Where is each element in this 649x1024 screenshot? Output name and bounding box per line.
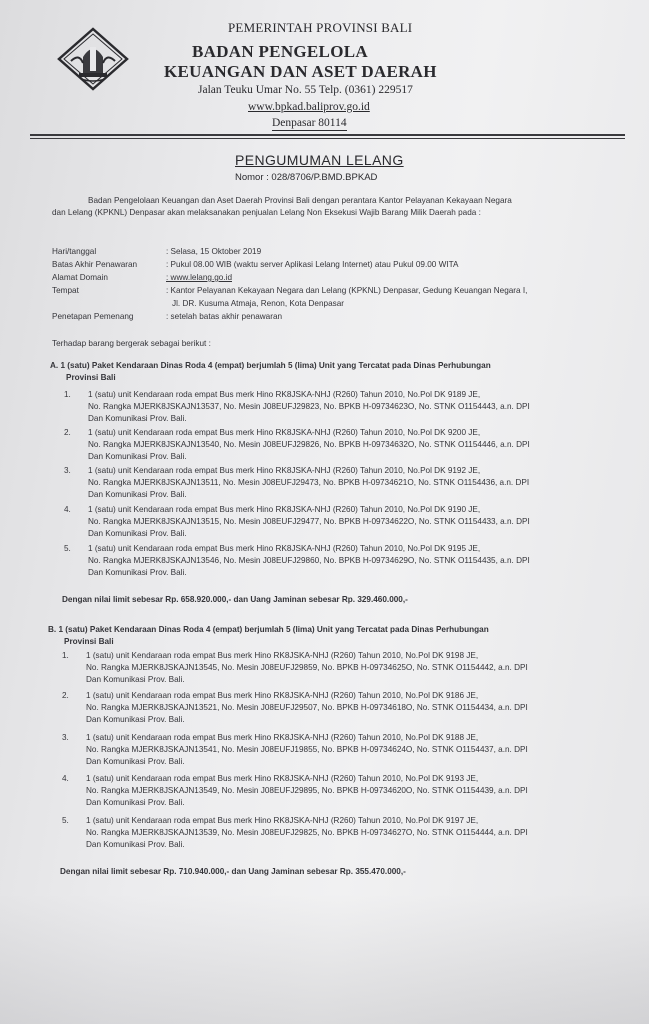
detail-value: : setelah batas akhir penawaran xyxy=(166,312,283,321)
item-line: 1 (satu) unit Kendaraan roda empat Bus merk Hino RK8JSKA-NHJ (R260) Tahun 2010, No.Pol DK 9189 JE, xyxy=(88,390,481,399)
item-line: 1 (satu) unit Kendaraan roda empat Bus merk Hino RK8JSKA-NHJ (R260) Tahun 2010, No.Pol DK 9188 JE, xyxy=(86,733,479,742)
detail-label: Tempat xyxy=(52,286,79,295)
detail-value: : www.lelang.go.id xyxy=(166,273,232,282)
item-line: 1 (satu) unit Kendaraan roda empat Bus merk Hino RK8JSKA-NHJ (R260) Tahun 2010, No.Pol DK 9186 JE, xyxy=(86,691,479,700)
agency-city: Denpasar 80114 xyxy=(272,117,347,129)
item-line: No. Rangka MJERK8JSKAJN13511, No. Mesin J08EUFJ29473, No. BPKB H-09734621O, No. STNK O1154436, a.n. DPI xyxy=(88,478,530,487)
item-line: Dan Komunikasi Prov. Bali. xyxy=(88,452,187,461)
agency-name-line1: BADAN PENGELOLA xyxy=(192,42,368,61)
section-heading: A. 1 (satu) Paket Kendaraan Dinas Roda 4 (empat) berjumlah 5 (lima) Unit yang Tercatat pada Dinas Perhubungan xyxy=(50,361,491,370)
detail-value-continued: Jl. DR. Kusuma Atmaja, Renon, Kota Denpasar xyxy=(172,299,345,308)
intro-line-2: dan Lelang (KPKNL) Denpasar akan melaksanakan penjualan Lelang Non Eksekusi Wajib Barang Milik Daerah pada : xyxy=(52,208,481,217)
section-heading: B. 1 (satu) Paket Kendaraan Dinas Roda 4 (empat) berjumlah 5 (lima) Unit yang Tercatat pada Dinas Perhubungan xyxy=(48,625,489,634)
item-line: Dan Komunikasi Prov. Bali. xyxy=(86,675,185,684)
item-line: No. Rangka MJERK8JSKAJN13540, No. Mesin J08EUFJ29826, No. BPKB H-09734632O, No. STNK O1154446, a.n. DPI xyxy=(88,440,530,449)
item-line: 1 (satu) unit Kendaraan roda empat Bus merk Hino RK8JSKA-NHJ (R260) Tahun 2010, No.Pol DK 9200 JE, xyxy=(88,428,481,437)
detail-value: : Pukul 08.00 WIB (waktu server Aplikasi Lelang Internet) atau Pukul 09.00 WITA xyxy=(166,260,459,269)
section-heading-continued: Provinsi Bali xyxy=(66,373,116,382)
item-line: 1 (satu) unit Kendaraan roda empat Bus merk Hino RK8JSKA-NHJ (R260) Tahun 2010, No.Pol DK 9190 JE, xyxy=(88,505,481,514)
item-line: No. Rangka MJERK8JSKAJN13539, No. Mesin J08EUFJ29825, No. BPKB H-09734627O, No. STNK O1154444, a.n. DPI xyxy=(86,828,528,837)
item-line: Dan Komunikasi Prov. Bali. xyxy=(86,757,185,766)
item-line: Dan Komunikasi Prov. Bali. xyxy=(88,529,187,538)
item-line: No. Rangka MJERK8JSKAJN13545, No. Mesin J08EUFJ29859, No. BPKB H-09734625O, No. STNK O1154442, a.n. DPI xyxy=(86,663,528,672)
items-intro: Terhadap barang bergerak sebagai berikut : xyxy=(52,339,211,348)
item-line: 1 (satu) unit Kendaraan roda empat Bus merk Hino RK8JSKA-NHJ (R260) Tahun 2010, No.Pol DK 9197 JE, xyxy=(86,816,479,825)
item-number: 1. xyxy=(62,651,69,660)
limit-value: Dengan nilai limit sebesar Rp. 710.940.000,- dan Uang Jaminan sebesar Rp. 355.470.000,- xyxy=(60,867,406,876)
section-heading-continued: Provinsi Bali xyxy=(64,637,114,646)
item-line: No. Rangka MJERK8JSKAJN13541, No. Mesin J08EUFJ19855, No. BPKB H-09734624O, No. STNK O1154437, a.n. DPI xyxy=(86,745,528,754)
item-number: 3. xyxy=(64,466,71,475)
detail-label: Hari/tanggal xyxy=(52,247,97,256)
item-line: Dan Komunikasi Prov. Bali. xyxy=(86,715,185,724)
item-line: Dan Komunikasi Prov. Bali. xyxy=(86,840,185,849)
intro-line-1: Badan Pengelolaan Keuangan dan Aset Daerah Provinsi Bali dengan perantara Kantor Pelayanan Kekayaan Negara xyxy=(88,196,512,205)
agency-name-line2: KEUANGAN DAN ASET DAERAH xyxy=(164,62,437,81)
announcement-number: Nomor : 028/8706/P.BMD.BPKAD xyxy=(235,172,378,183)
item-line: 1 (satu) unit Kendaraan roda empat Bus merk Hino RK8JSKA-NHJ (R260) Tahun 2010, No.Pol DK 9198 JE, xyxy=(86,651,479,660)
item-number: 5. xyxy=(62,816,69,825)
limit-value: Dengan nilai limit sebesar Rp. 658.920.000,- dan Uang Jaminan sebesar Rp. 329.460.000,- xyxy=(62,595,408,604)
item-number: 4. xyxy=(62,774,69,783)
item-line: No. Rangka MJERK8JSKAJN13549, No. Mesin J08EUFJ29895, No. BPKB H-09734620O, No. STNK O1154439, a.n. DPI xyxy=(86,786,528,795)
detail-value: : Kantor Pelayanan Kekayaan Negara dan Lelang (KPKNL) Denpasar, Gedung Keuangan Negara I, xyxy=(166,286,528,295)
item-line: No. Rangka MJERK8JSKAJN13546, No. Mesin J08EUFJ29860, No. BPKB H-09734629O, No. STNK O1154435, a.n. DPI xyxy=(88,556,530,565)
item-number: 1. xyxy=(64,390,71,399)
item-line: 1 (satu) unit Kendaraan roda empat Bus merk Hino RK8JSKA-NHJ (R260) Tahun 2010, No.Pol DK 9193 JE, xyxy=(86,774,479,783)
item-line: No. Rangka MJERK8JSKAJN13537, No. Mesin J08EUFJ29823, No. BPKB H-09734623O, No. STNK O1154443, a.n. DPI xyxy=(88,402,530,411)
item-number: 2. xyxy=(62,691,69,700)
detail-value: : Selasa, 15 Oktober 2019 xyxy=(166,247,262,256)
detail-label: Alamat Domain xyxy=(52,273,108,282)
bali-province-emblem-icon xyxy=(57,27,129,91)
item-number: 3. xyxy=(62,733,69,742)
agency-address: Jalan Teuku Umar No. 55 Telp. (0361) 229517 xyxy=(198,84,413,96)
item-line: 1 (satu) unit Kendaraan roda empat Bus merk Hino RK8JSKA-NHJ (R260) Tahun 2010, No.Pol DK 9195 JE, xyxy=(88,544,481,553)
letterhead-divider xyxy=(30,134,625,136)
item-line: Dan Komunikasi Prov. Bali. xyxy=(88,490,187,499)
letterhead-divider-thin xyxy=(30,138,625,139)
detail-label: Penetapan Pemenang xyxy=(52,312,134,321)
detail-label: Batas Akhir Penawaran xyxy=(52,260,138,269)
item-line: Dan Komunikasi Prov. Bali. xyxy=(88,414,187,423)
item-line: No. Rangka MJERK8JSKAJN13515, No. Mesin J08EUFJ29477, No. BPKB H-09734622O, No. STNK O1154433, a.n. DPI xyxy=(88,517,530,526)
item-line: Dan Komunikasi Prov. Bali. xyxy=(86,798,185,807)
government-name: PEMERINTAH PROVINSI BALI xyxy=(228,20,413,35)
item-number: 2. xyxy=(64,428,71,437)
agency-website: www.bpkad.baliprov.go.id xyxy=(248,101,370,113)
item-number: 4. xyxy=(64,505,71,514)
item-line: No. Rangka MJERK8JSKAJN13521, No. Mesin J08EUFJ29507, No. BPKB H-09734618O, No. STNK O1154434, a.n. DPI xyxy=(86,703,528,712)
item-line: 1 (satu) unit Kendaraan roda empat Bus merk Hino RK8JSKA-NHJ (R260) Tahun 2010, No.Pol DK 9192 JE, xyxy=(88,466,481,475)
item-number: 5. xyxy=(64,544,71,553)
item-line: Dan Komunikasi Prov. Bali. xyxy=(88,568,187,577)
announcement-title: PENGUMUMAN LELANG xyxy=(235,152,404,168)
